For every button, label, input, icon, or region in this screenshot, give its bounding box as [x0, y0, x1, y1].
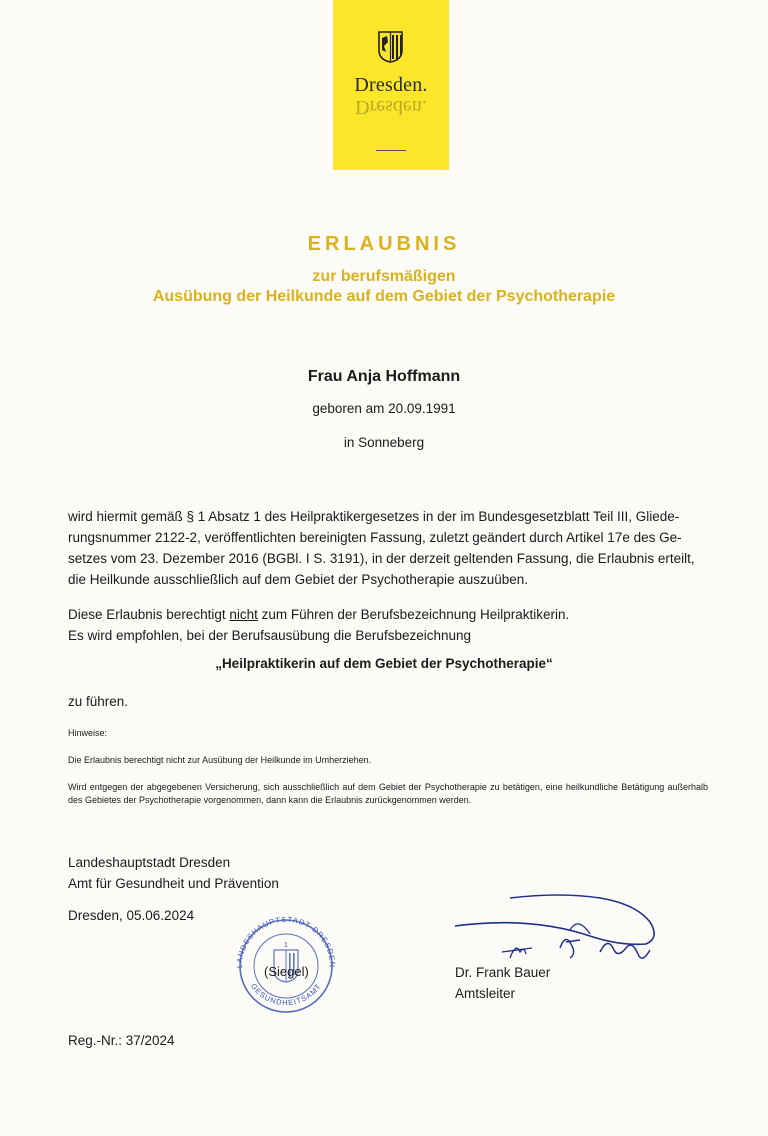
logo-mirror-text: Dresden. — [355, 96, 427, 118]
body-line: wird hiermit gemäß § 1 Absatz 1 des Heilpraktikergesetzes in der im Bundesgesetzblatt Teil III, Gliede- — [68, 509, 680, 524]
closing-text: zu führen. — [68, 694, 129, 709]
authority-line-2: Amt für Gesundheit und Prävention — [68, 876, 279, 891]
signer-block — [455, 962, 550, 1004]
seal-bottom-text: GESUNDHEITSAMT — [248, 981, 324, 1008]
logo-divider — [376, 150, 406, 151]
body-line: die Heilkunde ausschließlich auf dem Gebiet der Psychotherapie auszuüben. — [68, 572, 529, 587]
document-title: ERLAUBNIS — [307, 233, 461, 255]
issuing-authority — [68, 852, 279, 894]
note-1: Die Erlaubnis berechtigt nicht zur Ausübung der Heilkunde im Umherziehen. — [68, 755, 372, 765]
person-name: Frau Anja Hoffmann — [307, 368, 461, 385]
registration-number: Reg.-Nr.: 37/2024 — [68, 1033, 175, 1048]
seal-top-text: LANDESHAUPTSTADT DRESDEN — [234, 914, 338, 969]
city-crest-icon — [377, 30, 404, 63]
body-text: Diese Erlaubnis berechtigt — [68, 607, 230, 622]
document-subtitle-1: zur berufsmäßigen — [312, 268, 456, 285]
signer-title: Amtsleiter — [455, 986, 516, 1001]
recommended-title: „Heilpraktikerin auf dem Gebiet der Psychotherapie“ — [215, 656, 553, 671]
body-line: Es wird empfohlen, bei der Berufsausübung die Berufsbezeichnung — [68, 628, 472, 643]
permit-body — [68, 506, 698, 646]
document-subtitle-2: Ausübung der Heilkunde auf dem Gebiet der Psychotherapie — [152, 288, 616, 305]
signer-name: Dr. Frank Bauer — [455, 965, 551, 980]
notes-heading: Hinweise: — [68, 728, 108, 738]
issue-date-place: Dresden, 05.06.2024 — [68, 908, 195, 923]
seal-label: (Siegel) — [264, 964, 309, 979]
authority-line-1: Landeshauptstadt Dresden — [68, 855, 231, 870]
body-line: setzes vom 23. Dezember 2016 (BGBl. I S. 3191), in der derzeit geltenden Fassung, die Erlaubnis erteilt, — [68, 551, 695, 566]
person-birthplace: in Sonneberg — [343, 435, 425, 450]
underlined-nicht: nicht — [229, 607, 258, 622]
seal-number: 1 — [284, 942, 288, 949]
person-birthdate: geboren am 20.09.1991 — [312, 401, 456, 416]
body-line: rungsnummer 2122-2, veröffentlichten bereinigten Fassung, zuletzt geändert durch Artikel 17e des Ge- — [68, 530, 682, 545]
logo-city-name: Dresden. — [354, 74, 428, 96]
body-text: zum Führen der Berufsbezeichnung Heilpraktikerin. — [257, 607, 570, 622]
city-logo — [333, 0, 449, 170]
note-2: Wird entgegen der abgegebenen Versicherung, sich ausschließlich auf dem Gebiet der Psychotherapie zu betätigen, eine heilkundliche Betätigung außerhalb des Gebietes der Psychotherapie vorgenommen, dann kann die Erlaubnis zurückgenommen werden. — [68, 782, 708, 805]
body-line-title-restriction — [68, 604, 698, 625]
